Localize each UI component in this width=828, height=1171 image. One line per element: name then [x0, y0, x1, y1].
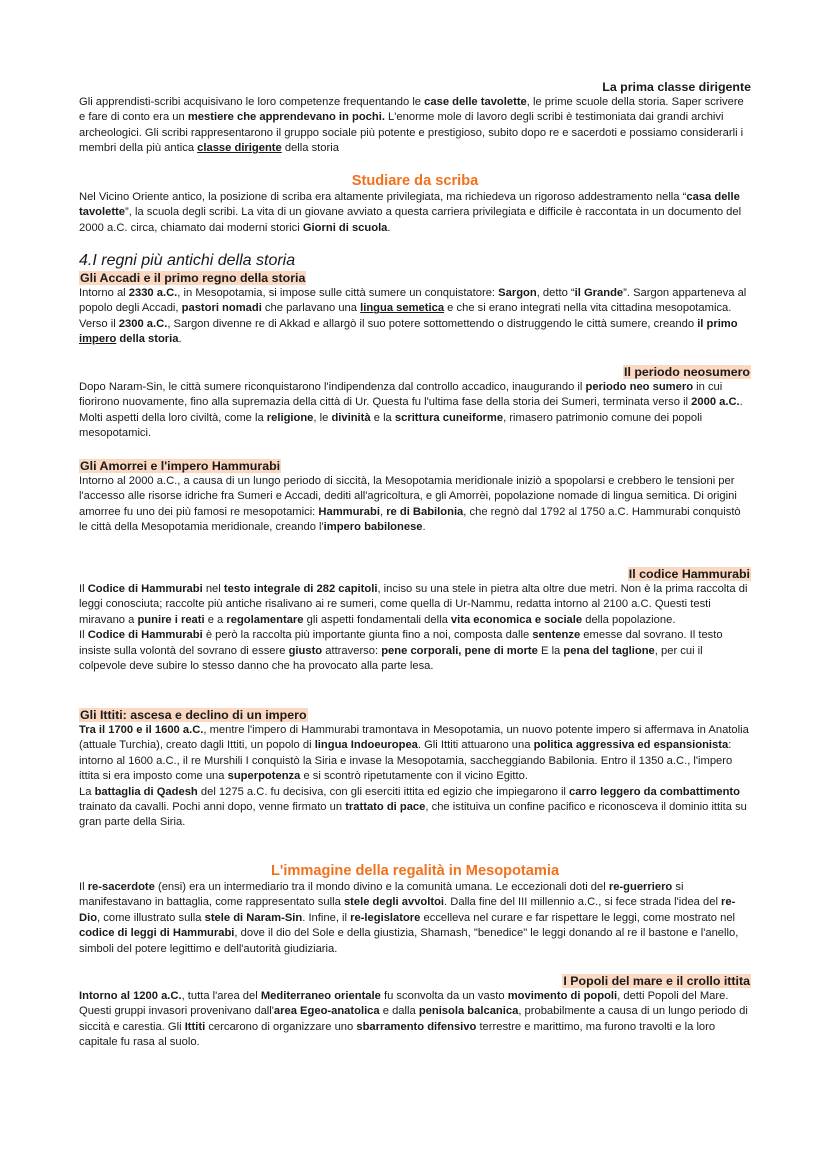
- text-run: nel: [202, 583, 224, 595]
- section-regalita: [79, 862, 751, 957]
- text-run: .: [178, 333, 182, 346]
- text-run: . Infine, il: [302, 911, 351, 924]
- text-run: fu sconvolta da un vasto: [380, 990, 508, 1002]
- bold-term: case delle tavolette: [424, 96, 527, 108]
- text-run: Nel Vicino Oriente antico, la posizione di scriba era altamente privilegiata, ma richiedeva un rigoroso addestramento nella “: [79, 191, 687, 203]
- section-title: L'immagine della regalità in Mesopotamia: [270, 863, 560, 879]
- text-run: E la: [537, 644, 564, 657]
- paragraph: [79, 989, 751, 1051]
- text-run: e a: [204, 613, 227, 626]
- text-run: ”. Sargon apparteneva al popolo degli Accadi,: [79, 287, 747, 315]
- text-run: ”, la scuola degli scribi. La vita di un giovane avviato a questa carriera privilegiata e difficile è raccontata in un documento del 2000 a.C. circa, chiamato dai moderni storici: [79, 206, 742, 234]
- text-run: L'enorme mole di lavoro degli scribi è testimoniata dai grandi archivi archeologici. Gli scribi rappresentarono il gruppo sociale più potente e prestigioso, subito dopo re e sacerdoti e possiamo considerarli i membri della più antica: [79, 111, 744, 155]
- section-classe-dirigente: [79, 79, 751, 157]
- section-regni-antichi: [79, 251, 751, 348]
- text-run: , tutta l'area del: [181, 990, 261, 1002]
- text-run: , probabilmente a causa di un lungo periodo di siccità e carestia. Gli: [79, 1005, 748, 1033]
- text-run: , le: [313, 411, 332, 424]
- bold-term: Mediterraneo orientale: [260, 990, 381, 1002]
- text-run: è però la raccolta più importante giunta fino a noi, composta dalle: [202, 629, 533, 642]
- text-run: , come illustrato sulla: [97, 911, 205, 924]
- paragraph: [79, 785, 751, 831]
- text-run: , mentre l'impero di Hammurabi tramontava in Mesopotamia, un nuovo potente impero si affermava in Anatolia (attuale Turchia), creato dagli Ittiti, un popolo di: [79, 724, 749, 752]
- section-title: La prima classe dirigente: [602, 80, 751, 94]
- text-run: . Dalla fine del III millennio a.C., si fece strada l'idea del: [444, 896, 722, 909]
- paragraph: [79, 880, 751, 957]
- text-run: della storia: [281, 142, 339, 155]
- bold-term: lingua Indoeuropea: [314, 739, 418, 752]
- text-run: .: [387, 221, 391, 234]
- bold-term: pene corporali, pene di morte: [381, 644, 538, 657]
- bold-term: Intorno al 1200 a.C.: [79, 990, 182, 1002]
- text-run: , detto “: [536, 287, 575, 299]
- text-run: del 1275 a.C. fu decisiva, con gli eserciti ittita ed egizio che impiegarono il: [197, 785, 570, 798]
- bold-term: religione: [266, 411, 314, 424]
- text-run: si manifestavano in battaglia, come rappresentato sulla: [79, 881, 684, 909]
- bold-term: Sargon: [498, 287, 537, 299]
- section-title: Gli Accadi e il primo regno della storia: [80, 271, 306, 285]
- bold-term: re-legislatore: [350, 911, 421, 924]
- bold-term: stele degli avvoltoi: [343, 896, 445, 909]
- paragraph: [79, 380, 751, 442]
- bold-term: divinità: [331, 411, 371, 424]
- bold-term: battaglia di Qadesh: [94, 785, 198, 798]
- underlined-term: impero: [79, 333, 117, 346]
- text-run: . Molti aspetti della loro civiltà, come la: [79, 396, 743, 424]
- bold-term: Hammurabi: [318, 505, 380, 518]
- text-run: Il: [79, 583, 88, 595]
- text-run: . Gli Ittiti attuarono una: [417, 739, 534, 752]
- bold-term: 2330 a.C.: [128, 287, 178, 299]
- paragraph: [79, 286, 751, 348]
- bold-term: re di Babilonia: [386, 505, 464, 518]
- bold-term: periodo neo sumero: [585, 381, 694, 393]
- bold-term: Giorni di scuola: [302, 221, 388, 234]
- text-run: della popolazione.: [582, 613, 676, 626]
- text-run: gli aspetti fondamentali della: [303, 613, 451, 626]
- text-run: emesse dal sovrano. Il testo insiste sulla volontà del sovrano di essere: [79, 629, 723, 657]
- text-run: .: [422, 521, 426, 534]
- text-run: Dopo Naram-Sin, le città sumere riconquistarono l'indipendenza dal controllo accadico, inaugurando il: [79, 381, 586, 393]
- text-run: : intorno al 1600 a.C., il re Murshili I conquistò la Siria e invase la Mesopotamia, saccheggiando Babilonia. Entro il 1350 a.C., l'impero ittita si era imposto come una: [79, 739, 733, 783]
- bold-term: re-guerriero: [608, 881, 673, 893]
- paragraph: [79, 723, 751, 785]
- text-run: attraverso:: [322, 644, 382, 657]
- section-title: Gli Ittiti: ascesa e declino di un impero: [80, 708, 307, 722]
- bold-term: carro leggero da combattimento: [569, 785, 740, 798]
- text-run: , che regnò dal 1792 al 1750 a.C. Hammurabi conquistò le città della Mesopotamia meridionale, creando l': [79, 505, 741, 534]
- bold-term: regolamentare: [226, 613, 304, 626]
- bold-term: testo integrale di 282 capitoli: [223, 583, 378, 595]
- bold-term: Codice di Hammurabi: [87, 583, 203, 595]
- paragraph: [79, 474, 751, 536]
- bold-term: codice di leggi di Hammurabi: [79, 927, 235, 940]
- bold-term: 2300 a.C.: [118, 317, 168, 330]
- bold-term: 2000 a.C.: [691, 396, 740, 409]
- text-run: che parlavano una: [261, 302, 361, 315]
- section-title: I Popoli del mare e il crollo ittita: [563, 974, 750, 988]
- text-run: ,: [379, 505, 387, 518]
- text-run: , Sargon divenne re di Akkad e allargò il suo potere sottomettendo o distruggendo le città sumere, creando: [167, 317, 698, 330]
- text-run: (ensi) era un intermediario tra il mondo divino e la comunità umana. Le eccezionali doti del: [154, 881, 609, 893]
- text-run: in cui fiorirono nuovamente, fino alla supremazia della città di Ur. Questa fu l'ultima fase della storia dei Sumeri, terminata verso il: [79, 381, 723, 409]
- paragraph: [79, 95, 751, 157]
- section-title: Gli Amorrei e l'impero Hammurabi: [80, 459, 281, 473]
- bold-term: vita economica e sociale: [450, 613, 583, 626]
- section-title: Studiare da scriba: [351, 173, 479, 189]
- text-run: Intorno al: [79, 287, 129, 299]
- text-run: e dalla: [379, 1005, 419, 1018]
- text-run: , le prime scuole della storia. Saper scrivere e fare di conto era un: [79, 96, 744, 124]
- bold-term: scrittura cuneiforme: [394, 411, 504, 424]
- paragraph: [79, 582, 751, 628]
- bold-term: trattato di pace: [345, 801, 426, 814]
- text-run: , inciso su una stele in pietra alta oltre due metri. Non è la prima raccolta di leggi conosciuta; raccolte più antiche risalivano ai re sumeri, come quella di Ur-Nammu, redatta intorno al 2100 a.C. Questi testi miravano a: [79, 583, 748, 626]
- bold-term: movimento di popoli: [507, 990, 618, 1002]
- bold-term: re-Dio: [79, 896, 736, 924]
- bold-term: casa delle tavolette: [79, 191, 740, 219]
- bold-term: Tra il 1700 e il 1600 a.C.: [79, 724, 204, 736]
- text-run: terrestre e marittimo, ma furono travolti e la loro capitale fu rasa al suolo.: [79, 1020, 716, 1049]
- bold-term: della storia: [116, 333, 179, 346]
- section-title: Il periodo neosumero: [624, 365, 750, 379]
- bold-term: Codice di Hammurabi: [87, 629, 203, 642]
- chapter-title: 4.I regni più antichi della storia: [79, 252, 296, 269]
- section-neosumero: [79, 364, 751, 442]
- bold-term: stele di Naram-Sin: [204, 911, 303, 924]
- text-run: , detti Popoli del Mare. Questi gruppi invasori provenivano dall': [79, 990, 729, 1018]
- text-run: , rimasero patrimonio comune dei popoli mesopotamici.: [79, 411, 703, 440]
- bold-term: penisola balcanica: [418, 1005, 519, 1018]
- paragraph: [79, 190, 751, 236]
- paragraph: [79, 628, 751, 674]
- text-run: trainato da cavalli. Pochi anni dopo, venne firmato un: [79, 801, 346, 814]
- text-run: e che si erano integrati nella vita cittadina mesopotamica. Verso il: [79, 302, 732, 330]
- underlined-term: lingua semetica: [360, 302, 445, 315]
- text-run: e la: [370, 411, 395, 424]
- bold-term: punire i reati: [137, 613, 205, 626]
- text-run: Il: [79, 881, 88, 893]
- section-ittiti: [79, 707, 751, 831]
- bold-term: pena del taglione: [563, 644, 655, 657]
- bold-term: sbarramento difensivo: [356, 1020, 477, 1033]
- section-title: Il codice Hammurabi: [628, 567, 750, 581]
- bold-term: re-sacerdote: [87, 881, 155, 893]
- text-run: Intorno al 2000 a.C., a causa di un lungo periodo di siccità, la Mesopotamia meridionale iniziò a spopolarsi e crebbero le tensioni per l'accesso alle risorse idriche fra Sumeri e Accadi, dediti all'agricoltura, e gli Amorrèi, popolazione nomade di lingua semitica. Di origini amorree fu uno dei più famosi re mesopotamici:: [79, 475, 737, 518]
- section-studiare-scriba: [79, 172, 751, 236]
- section-codice: [79, 566, 751, 674]
- text-run: Il: [79, 629, 88, 642]
- text-run: eccelleva nel curare e far rispettare le leggi, come mostrato nel: [420, 911, 736, 924]
- bold-term: impero babilonese: [323, 521, 423, 534]
- bold-term: Ittiti: [184, 1020, 206, 1033]
- underlined-term: classe dirigente: [197, 142, 282, 155]
- bold-term: giusto: [288, 644, 323, 657]
- text-run: , che istituiva un confine pacifico e riconosceva il dominio ittita su gran parte della Siria.: [79, 801, 747, 829]
- text-run: , per cui il colpevole deve subire lo stesso danno che ha provocato alla parte lesa.: [79, 644, 703, 673]
- text-run: , dove il dio del Sole e della giustizia, Shamash, "benedice" le leggi donando al re il bastone e l'anello, simboli del potere legittimo e dell'autorità giudiziaria.: [79, 927, 739, 955]
- bold-term: politica aggressiva ed espansionista: [533, 739, 729, 752]
- text-run: , in Mesopotamia, si impose sulle città sumere un conquistatore:: [177, 287, 499, 299]
- bold-term: il Grande: [574, 287, 624, 299]
- bold-term: superpotenza: [227, 770, 301, 783]
- bold-term: area Egeo-anatolica: [273, 1005, 380, 1018]
- text-run: La: [79, 785, 95, 798]
- text-run: e si scontrò ripetutamente con il vicino Egitto.: [300, 770, 528, 783]
- bold-term: pastori nomadi: [181, 302, 262, 315]
- bold-term: il primo: [697, 317, 738, 330]
- text-run: Gli apprendisti-scribi acquisivano le loro competenze frequentando le: [79, 96, 425, 108]
- section-amorrei: [79, 458, 751, 536]
- bold-term: sentenze: [532, 629, 581, 642]
- text-run: cercarono di organizzare uno: [205, 1020, 357, 1033]
- bold-term: mestiere che apprendevano in pochi.: [187, 111, 385, 124]
- section-popoli-mare: [79, 973, 751, 1051]
